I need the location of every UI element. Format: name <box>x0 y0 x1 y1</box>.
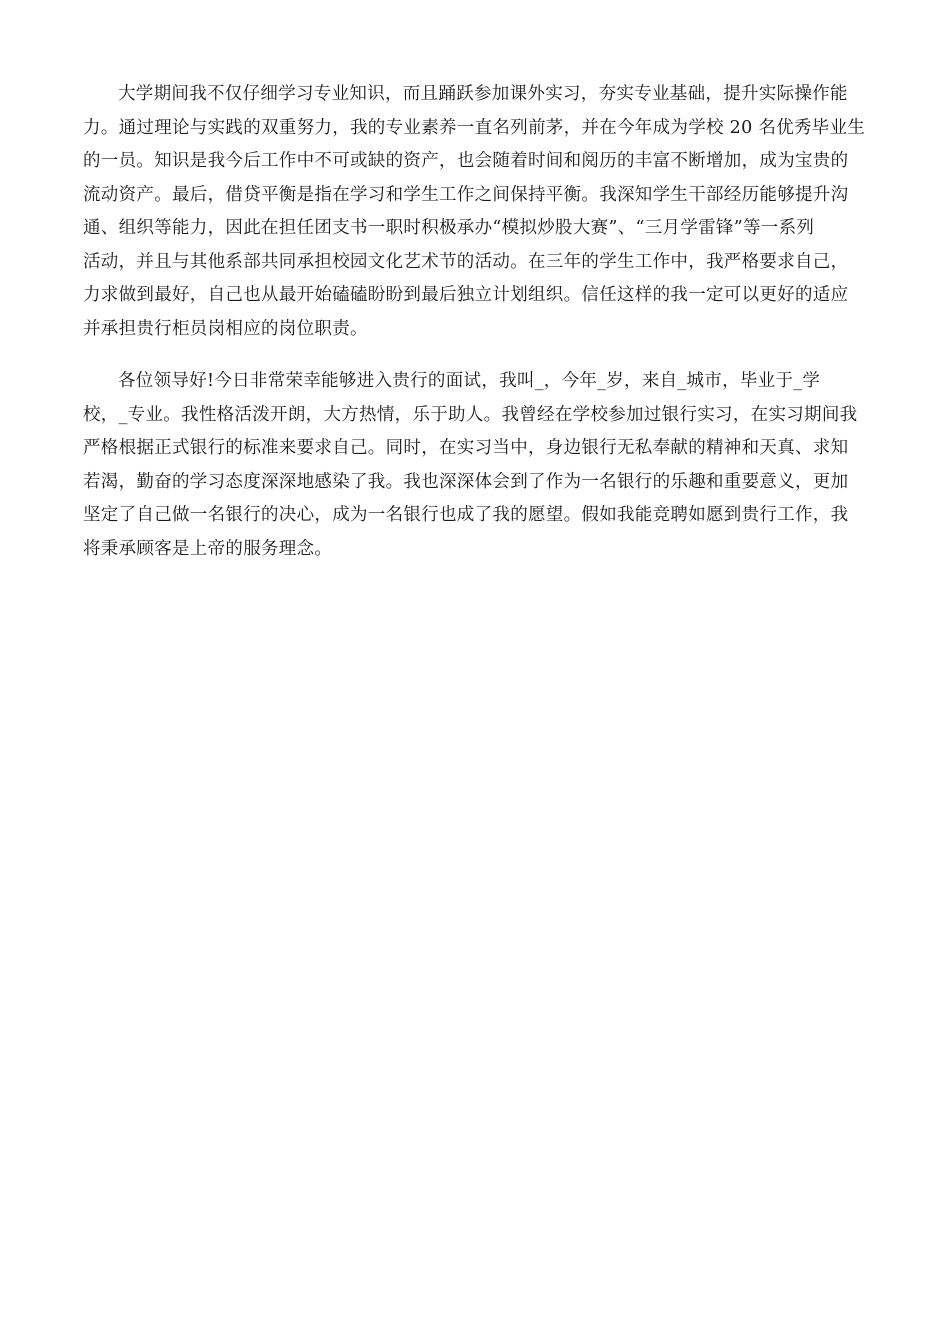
text-line: 各位领导好!今日非常荣幸能够进入贵行的面试，我叫_，今年_岁，来自_城市，毕业于_学 <box>118 371 821 391</box>
text-line: 通、组织等能力，因此在担任团支书一职时积极承办“模拟炒股大赛”、“三月学雷锋”等一系列 <box>83 218 815 238</box>
text-line: 校，_专业。我性格活泼开朗，大方热情，乐于助人。我曾经在学校参加过银行实习，在实习期间我 <box>83 404 858 425</box>
paragraph-education <box>83 78 869 346</box>
text-line: 将秉承顾客是上帝的服务理念。 <box>83 538 333 559</box>
text-line: 并承担贵行柜员岗相应的岗位职责。 <box>83 318 368 339</box>
text-line: 大学期间我不仅仔细学习专业知识，而且踊跃参加课外实习，夯实专业基础，提升实际操作能 <box>118 84 848 104</box>
text-line: 活动，并且与其他系部共同承担校园文化艺术节的活动。在三年的学生工作中，我严格要求自己， <box>83 251 849 272</box>
text-line: 流动资产。最后，借贷平衡是指在学习和学生工作之间保持平衡。我深知学生干部经历能够提升沟 <box>83 184 849 205</box>
paragraph-introduction <box>83 365 869 566</box>
text-line: 力求做到最好，自己也从最开始磕磕盼盼到最后独立计划组织。信任这样的我一定可以更好的适应 <box>83 285 849 305</box>
text-line: 若渴，勤奋的学习态度深深地感染了我。我也深深体会到了作为一名银行的乐趣和重要意义，更加 <box>83 471 849 492</box>
text-line: 的一员。知识是我今后工作中不可或缺的资产，也会随着时间和阅历的丰富不断增加，成为宝贵的 <box>83 151 849 171</box>
text-line: 严格根据正式银行的标准来要求自己。同时，在实习当中，身边银行无私奉献的精神和天真、求知 <box>83 438 849 458</box>
text-line: 力。通过理论与实践的双重努力，我的专业素养一直名列前茅，并在今年成为学校 20 名优秀毕业生 <box>83 117 866 138</box>
text-line: 坚定了自己做一名银行的决心，成为一名银行也成了我的愿望。假如我能竞聘如愿到贵行工作，我 <box>83 505 849 525</box>
document-body <box>83 78 869 566</box>
